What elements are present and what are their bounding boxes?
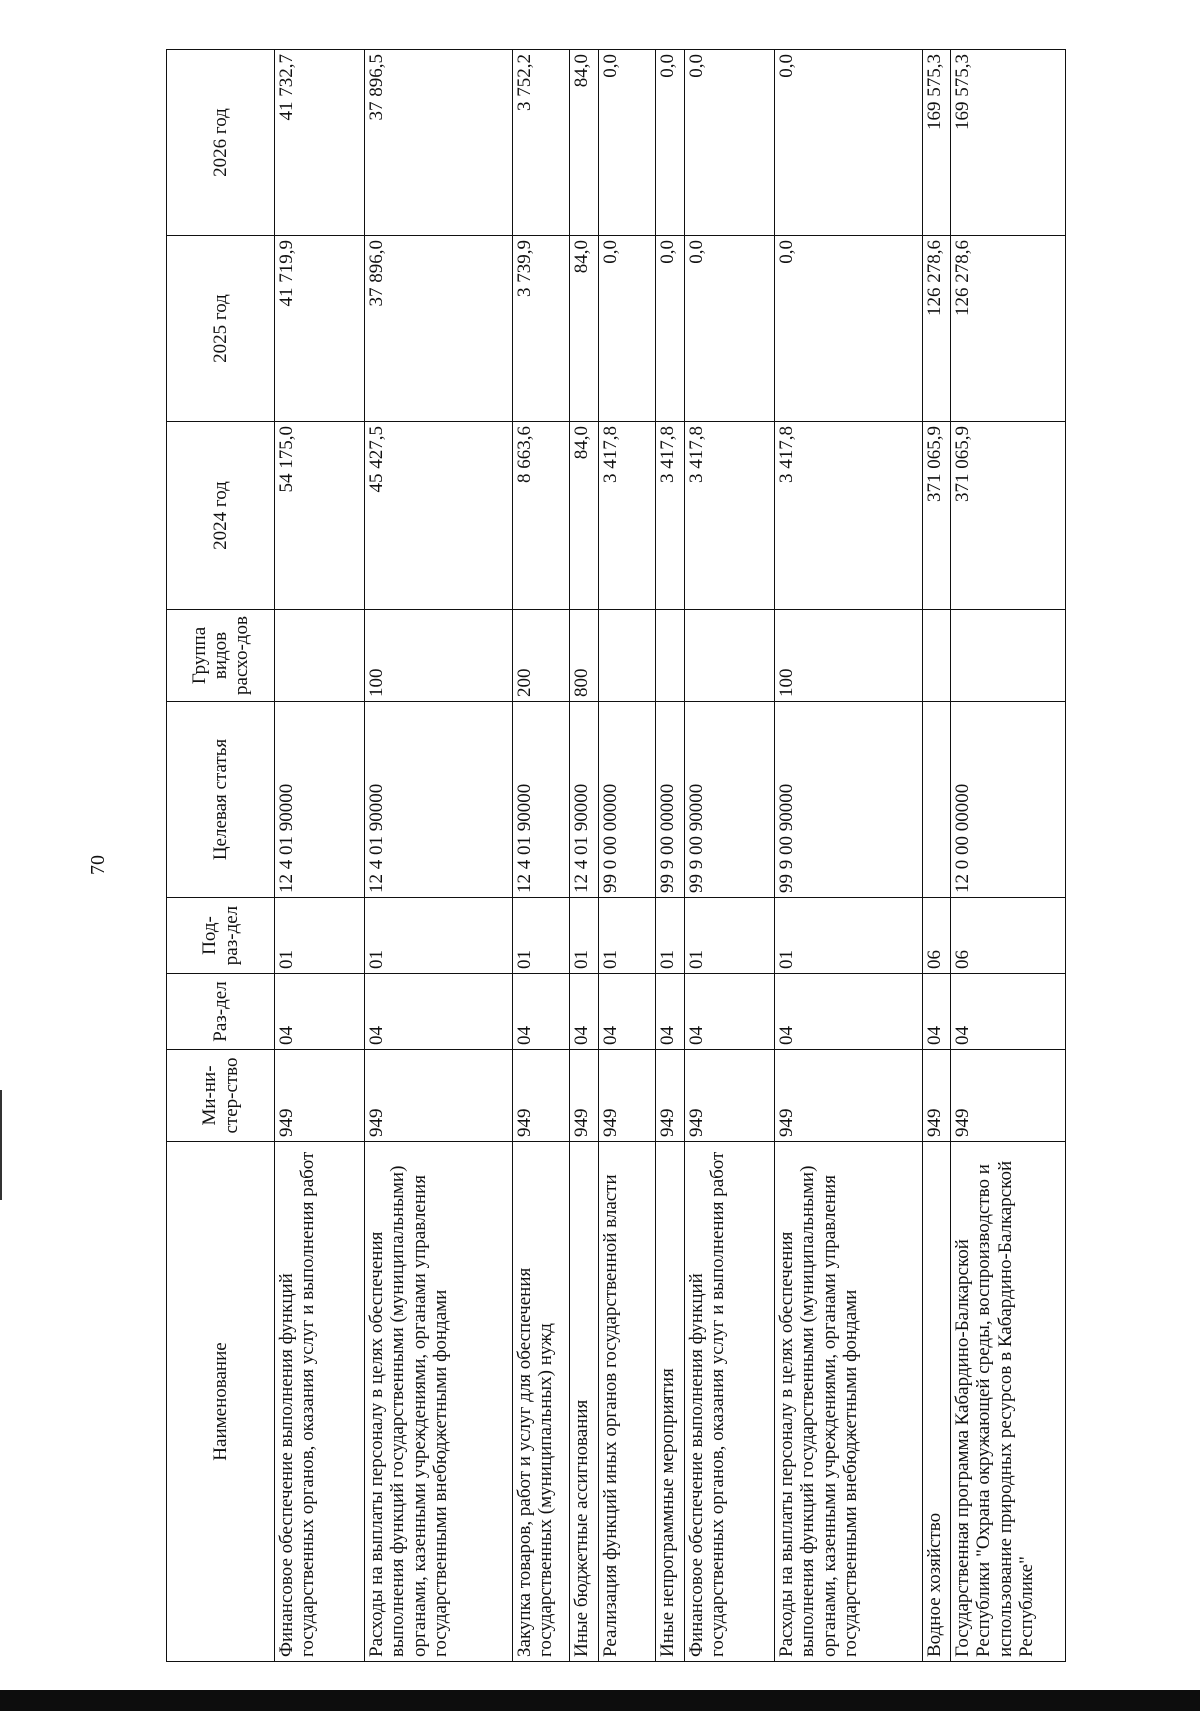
page-number: 70 xyxy=(87,855,109,875)
row-section: 04 xyxy=(951,974,1066,1050)
row-name: Государственная программа Кабардино-Балкарской Республики "Охрана окружающей среды, воспроизводство и использование природных ресурсов в Кабардино-Балкарской Республике" xyxy=(951,1142,1066,1662)
row-2025: 126 278,6 xyxy=(922,236,951,422)
row-target: 99 0 00 00000 xyxy=(598,702,655,898)
row-subsection: 06 xyxy=(951,898,1066,974)
table-row xyxy=(774,50,922,1662)
row-ministry: 949 xyxy=(570,1050,599,1142)
row-2025: 0,0 xyxy=(774,236,922,422)
header-2024: 2024 год xyxy=(167,422,275,610)
row-2024: 3 417,8 xyxy=(684,422,774,610)
header-subsection: Под-раз-дел xyxy=(167,898,275,974)
row-2025: 0,0 xyxy=(684,236,774,422)
table-row xyxy=(951,50,1066,1662)
header-expense-group: Группа видов расхо-дов xyxy=(167,610,275,702)
row-2026: 0,0 xyxy=(598,50,655,236)
row-name: Расходы на выплаты персоналу в целях обеспечения выполнения функций государственными (муниципальными) органами, казенными учреждениями, органами управления государственными внебюджетными фондами xyxy=(365,1142,513,1662)
row-2026: 84,0 xyxy=(570,50,599,236)
row-group xyxy=(598,610,655,702)
row-2025: 0,0 xyxy=(656,236,685,422)
row-ministry: 949 xyxy=(684,1050,774,1142)
row-2024: 8 663,6 xyxy=(512,422,569,610)
row-subsection: 06 xyxy=(922,898,951,974)
row-subsection: 01 xyxy=(570,898,599,974)
row-section: 04 xyxy=(598,974,655,1050)
row-2026: 0,0 xyxy=(774,50,922,236)
row-ministry: 949 xyxy=(922,1050,951,1142)
row-2024: 45 427,5 xyxy=(365,422,513,610)
row-name: Реализация функций иных органов государственной власти xyxy=(598,1142,655,1662)
row-subsection: 01 xyxy=(774,898,922,974)
row-name: Финансовое обеспечение выполнения функций государственных органов, оказания услуг и выполнения работ xyxy=(684,1142,774,1662)
row-target: 12 4 01 90000 xyxy=(512,702,569,898)
row-target xyxy=(922,702,951,898)
table-row xyxy=(922,50,951,1662)
row-ministry: 949 xyxy=(512,1050,569,1142)
header-2026: 2026 год xyxy=(167,50,275,236)
row-group: 200 xyxy=(512,610,569,702)
table-row xyxy=(570,50,599,1662)
table-row xyxy=(684,50,774,1662)
row-subsection: 01 xyxy=(656,898,685,974)
table-row xyxy=(598,50,655,1662)
row-target: 12 4 01 90000 xyxy=(570,702,599,898)
row-target: 12 4 01 90000 xyxy=(275,702,365,898)
row-2026: 0,0 xyxy=(684,50,774,236)
table-row xyxy=(656,50,685,1662)
budget-table xyxy=(166,49,1066,1662)
row-section: 04 xyxy=(684,974,774,1050)
row-2025: 126 278,6 xyxy=(951,236,1066,422)
row-ministry: 949 xyxy=(275,1050,365,1142)
row-ministry: 949 xyxy=(774,1050,922,1142)
row-group: 100 xyxy=(774,610,922,702)
row-group xyxy=(684,610,774,702)
row-2026: 169 575,3 xyxy=(922,50,951,236)
row-ministry: 949 xyxy=(951,1050,1066,1142)
row-target: 99 9 00 90000 xyxy=(684,702,774,898)
row-name: Расходы на выплаты персоналу в целях обеспечения выполнения функций государственными (муниципальными) органами, казенными учреждениями, органами управления государственными внебюджетными фондами xyxy=(774,1142,922,1662)
row-2024: 3 417,8 xyxy=(656,422,685,610)
row-2024: 84,0 xyxy=(570,422,599,610)
row-name: Иные бюджетные ассигнования xyxy=(570,1142,599,1662)
row-section: 04 xyxy=(275,974,365,1050)
row-subsection: 01 xyxy=(275,898,365,974)
scan-edge-mark xyxy=(0,1090,2,1200)
row-name: Водное хозяйство xyxy=(922,1142,951,1662)
header-ministry: Ми-ни-стер-ство xyxy=(167,1050,275,1142)
row-2026: 3 752,2 xyxy=(512,50,569,236)
row-2026: 41 732,7 xyxy=(275,50,365,236)
header-target-article: Целевая статья xyxy=(167,702,275,898)
row-section: 04 xyxy=(656,974,685,1050)
header-2025: 2025 год xyxy=(167,236,275,422)
row-group xyxy=(922,610,951,702)
row-target: 12 4 01 90000 xyxy=(365,702,513,898)
row-ministry: 949 xyxy=(598,1050,655,1142)
budget-table-wrapper xyxy=(166,50,1066,1662)
row-name: Закупка товаров, работ и услуг для обеспечения государственных (муниципальных) нужд xyxy=(512,1142,569,1662)
row-subsection: 01 xyxy=(684,898,774,974)
row-group: 800 xyxy=(570,610,599,702)
row-2025: 0,0 xyxy=(598,236,655,422)
row-section: 04 xyxy=(774,974,922,1050)
row-target: 12 0 00 00000 xyxy=(951,702,1066,898)
table-row xyxy=(275,50,365,1662)
row-2025: 41 719,9 xyxy=(275,236,365,422)
header-name: Наименование xyxy=(167,1142,275,1662)
row-2026: 0,0 xyxy=(656,50,685,236)
row-subsection: 01 xyxy=(598,898,655,974)
row-section: 04 xyxy=(512,974,569,1050)
row-2025: 3 739,9 xyxy=(512,236,569,422)
row-2024: 54 175,0 xyxy=(275,422,365,610)
row-group xyxy=(275,610,365,702)
row-group xyxy=(656,610,685,702)
row-2026: 169 575,3 xyxy=(951,50,1066,236)
row-section: 04 xyxy=(570,974,599,1050)
table-row xyxy=(512,50,569,1662)
row-group xyxy=(951,610,1066,702)
row-target: 99 9 00 00000 xyxy=(656,702,685,898)
row-subsection: 01 xyxy=(512,898,569,974)
row-name: Финансовое обеспечение выполнения функций государственных органов, оказания услуг и выполнения работ xyxy=(275,1142,365,1662)
row-section: 04 xyxy=(922,974,951,1050)
header-section: Раз-дел xyxy=(167,974,275,1050)
row-2025: 37 896,0 xyxy=(365,236,513,422)
row-2024: 3 417,8 xyxy=(598,422,655,610)
row-group: 100 xyxy=(365,610,513,702)
row-2024: 371 065,9 xyxy=(922,422,951,610)
row-ministry: 949 xyxy=(365,1050,513,1142)
row-target: 99 9 00 90000 xyxy=(774,702,922,898)
scan-border xyxy=(0,1690,1200,1711)
row-ministry: 949 xyxy=(656,1050,685,1142)
row-2026: 37 896,5 xyxy=(365,50,513,236)
row-2025: 84,0 xyxy=(570,236,599,422)
row-section: 04 xyxy=(365,974,513,1050)
row-subsection: 01 xyxy=(365,898,513,974)
row-2024: 3 417,8 xyxy=(774,422,922,610)
row-name: Иные непрограммные мероприятия xyxy=(656,1142,685,1662)
table-row xyxy=(365,50,513,1662)
row-2024: 371 065,9 xyxy=(951,422,1066,610)
